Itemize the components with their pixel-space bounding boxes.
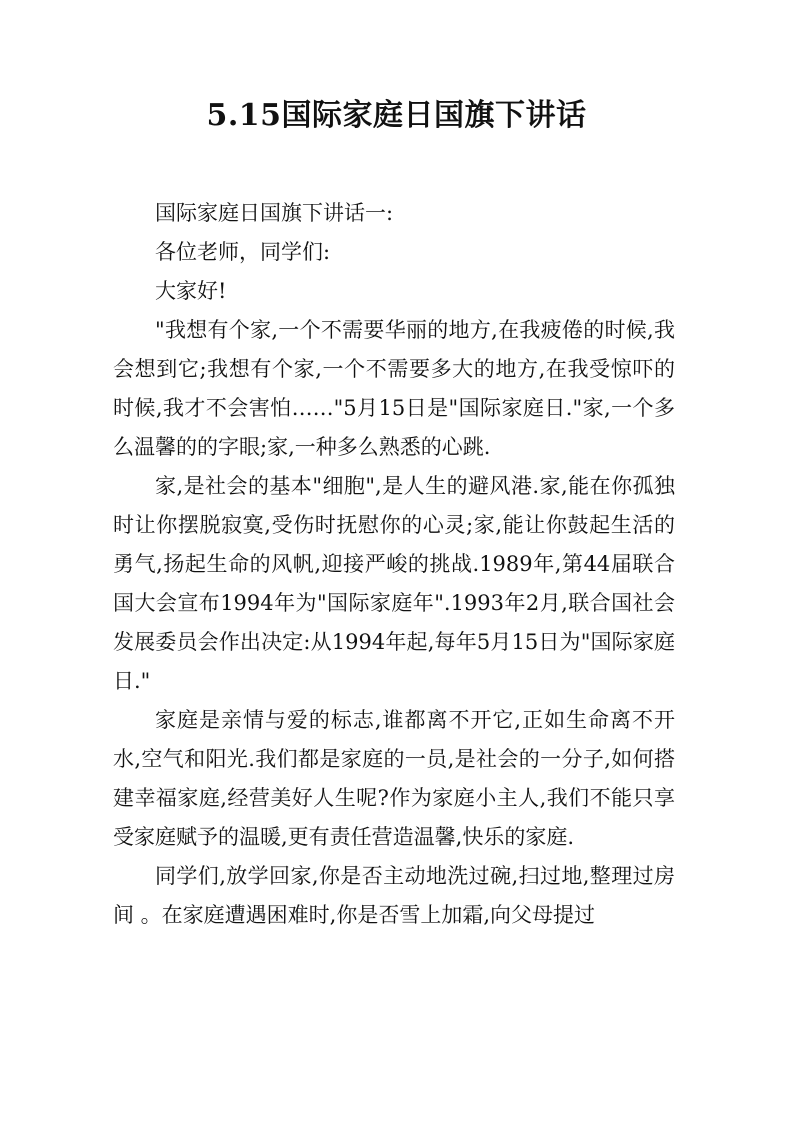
document-body	[113, 194, 675, 935]
paragraph-heading: 国际家庭日国旗下讲话一:	[155, 201, 394, 225]
paragraph-family-love: 家庭是亲情与爱的标志,谁都离不开它,正如生命离不开水,空气和阳光.我们都是家庭的一员,是社会的一分子,如何搭建幸福家庭,经营美好人生呢?作为家庭小主人,我们不能只享受家庭赋予的温暖,更有责任营造温馨,快乐的家庭.	[113, 708, 675, 849]
paragraph-students: 同学们,放学回家,你是否主动地洗过碗,扫过地,整理过房间 。在家庭遭遇困难时,你是否雪上加霜,向父母提过	[113, 864, 675, 927]
paragraph-salutation: 各位老师，同学们:	[155, 240, 331, 264]
document-title: 5.15国际家庭日国旗下讲话	[206, 98, 587, 133]
paragraph-greeting: 大家好!	[155, 279, 227, 303]
paragraph-quote: "我想有个家,一个不需要华丽的地方,在我疲倦的时候,我会想到它;我想有个家,一个不需要多大的地方,在我受惊吓的时候,我才不会害怕……"5月15日是"国际家庭日."家,一个多么温馨的的字眼;家,一种多么熟悉的心跳.	[113, 318, 675, 459]
paragraph-family-cell: 家,是社会的基本"细胞",是人生的避风港.家,能在你孤独时让你摆脱寂寞,受伤时抚慰你的心灵;家,能让你鼓起生活的勇气,扬起生命的风帆,迎接严峻的挑战.1989年,第44届联合国大会宣布1994年为"国际家庭年".1993年2月,联合国社会发展委员会作出决定:从1994年起,每年5月15日为"国际家庭日."	[113, 474, 675, 693]
